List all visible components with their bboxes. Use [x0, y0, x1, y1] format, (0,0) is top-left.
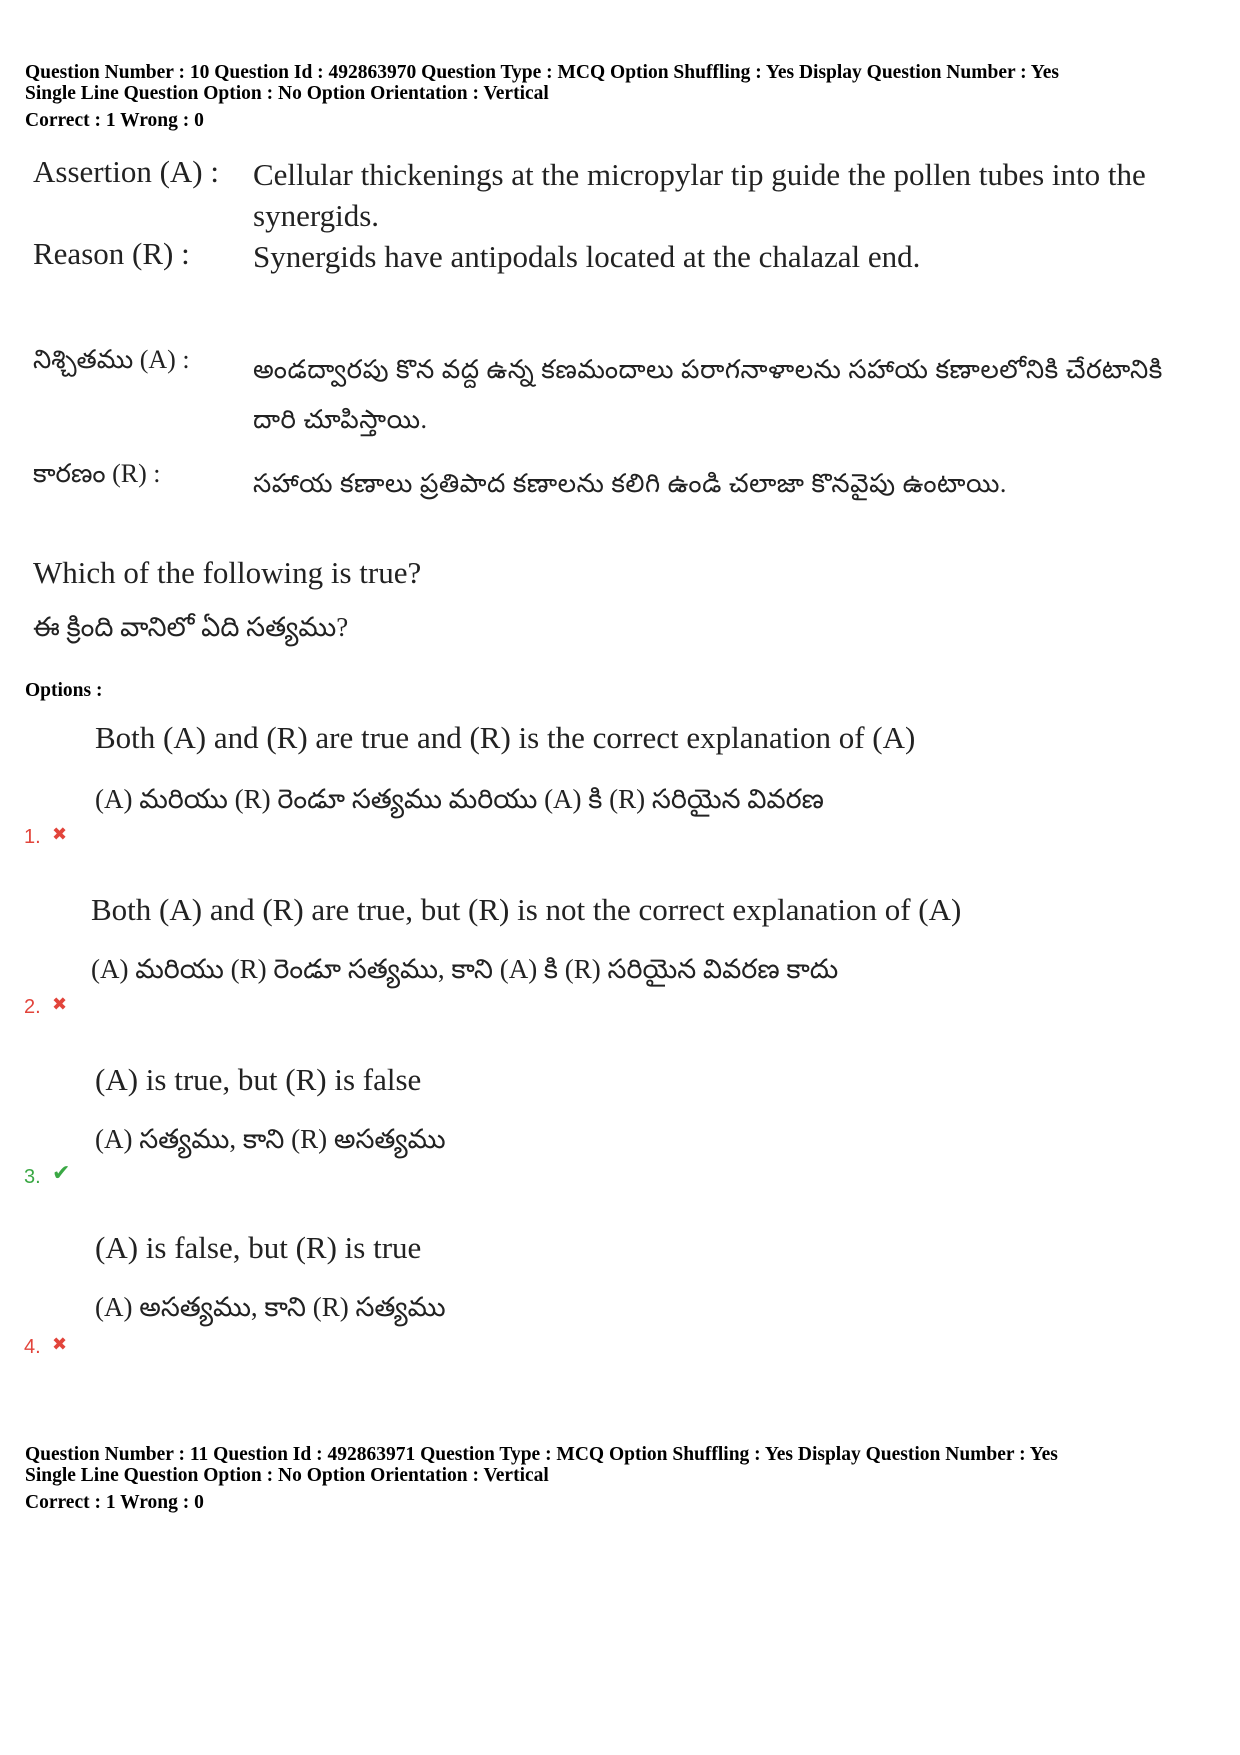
- question-scoring: Correct : 1 Wrong : 0: [25, 110, 204, 131]
- reason-label: Reason (R) :: [33, 236, 190, 271]
- question-meta-line-2: Single Line Question Option : No Option Orientation : Vertical: [25, 1465, 549, 1486]
- option-text-telugu: (A) మరియు (R) రెండూ సత్యము మరియు (A) కి (R) సరియైన వివరణ: [95, 784, 824, 814]
- option-text-telugu: (A) మరియు (R) రెండూ సత్యము, కాని (A) కి (R) సరియైన వివరణ కాదు: [91, 954, 839, 984]
- question-meta-line-1: Question Number : 10 Question Id : 492863970 Question Type : MCQ Option Shuffling : Yes Display Question Number : Yes: [25, 62, 1059, 83]
- option-text: Both (A) and (R) are true, but (R) is not the correct explanation of (A): [91, 892, 962, 927]
- wrong-mark-icon: ✖: [52, 824, 68, 845]
- option-text: (A) is false, but (R) is true: [95, 1230, 422, 1265]
- assertion-label: Assertion (A) :: [33, 154, 219, 189]
- assertion-text: Cellular thickenings at the micropylar tip guide the pollen tubes into the synergids.: [253, 157, 1146, 233]
- options-label: Options :: [25, 680, 103, 701]
- assertion-label-telugu: నిశ్చితము (A) :: [33, 345, 190, 374]
- option-text-telugu: (A) అసత్యము, కాని (R) సత్యము: [95, 1292, 446, 1322]
- option-number: 2.: [24, 996, 41, 1018]
- question-prompt: Which of the following is true?: [33, 555, 422, 590]
- wrong-mark-icon: ✖: [52, 1334, 68, 1355]
- option-number: 1.: [24, 826, 41, 848]
- option-text-telugu: (A) సత్యము, కాని (R) అసత్యము: [95, 1124, 446, 1154]
- reason-text-telugu: సహాయ కణాలు ప్రతిపాద కణాలను కలిగి ఉండి చలాజా కొనవైపు ఉంటాయి.: [253, 469, 1007, 498]
- question-prompt-telugu: ఈ క్రింది వానిలో ఏది సత్యము?: [33, 612, 349, 642]
- question-meta-line-1: Question Number : 11 Question Id : 492863971 Question Type : MCQ Option Shuffling : Yes Display Question Number : Yes: [25, 1444, 1058, 1465]
- question-scoring: Correct : 1 Wrong : 0: [25, 1492, 204, 1513]
- reason-row-telugu: [33, 459, 1213, 509]
- wrong-mark-icon: ✖: [52, 994, 68, 1015]
- reason-text: Synergids have antipodals located at the chalazal end.: [253, 239, 921, 274]
- assertion-reason-english: [33, 154, 1213, 277]
- reason-row: [33, 236, 1213, 277]
- option-text: (A) is true, but (R) is false: [95, 1062, 422, 1097]
- reason-label-telugu: కారణం (R) :: [33, 459, 161, 488]
- correct-check-icon: ✔: [52, 1161, 71, 1186]
- assertion-row-telugu: [33, 345, 1213, 445]
- question-header: [25, 62, 1059, 131]
- option-number: 3.: [24, 1166, 41, 1188]
- question-header: [25, 1444, 1058, 1513]
- assertion-reason-telugu: [33, 345, 1213, 523]
- option-number: 4.: [24, 1336, 41, 1358]
- assertion-text-telugu: అండద్వారపు కొన వద్ద ఉన్న కణమందాలు పరాగనాళాలను సహాయ కణాలలోనికి చేరటానికి దారి చూపిస్తాయి.: [253, 355, 1163, 434]
- question-meta-line-2: Single Line Question Option : No Option Orientation : Vertical: [25, 83, 549, 104]
- option-text: Both (A) and (R) are true and (R) is the correct explanation of (A): [95, 720, 916, 755]
- assertion-row: [33, 154, 1213, 236]
